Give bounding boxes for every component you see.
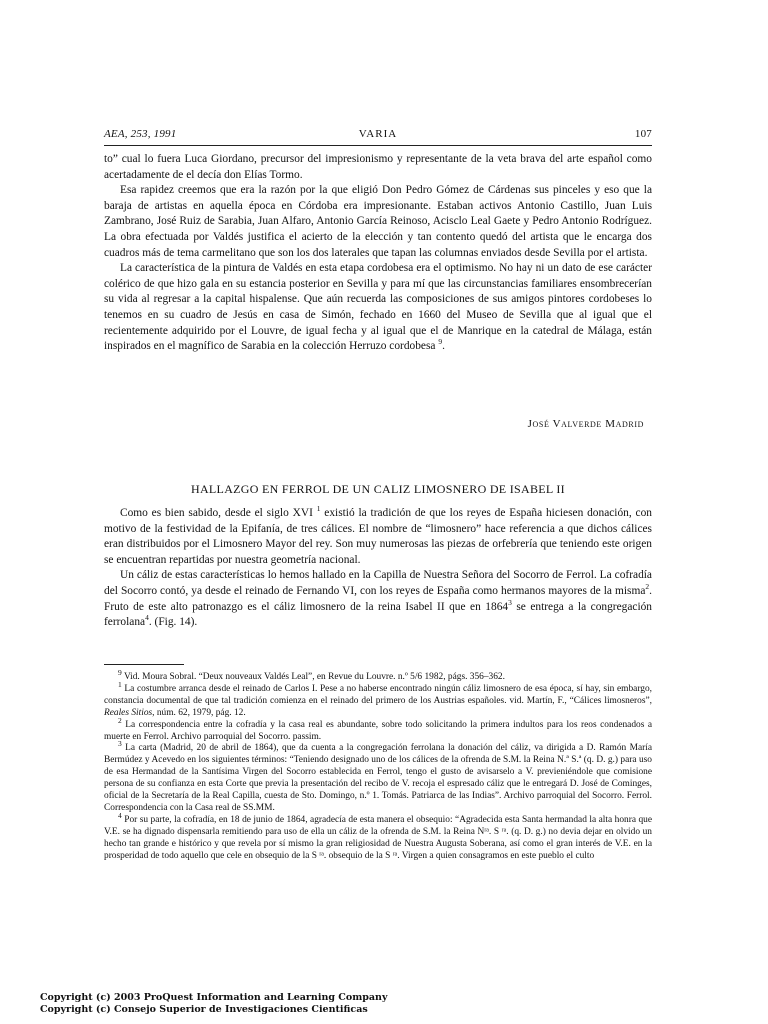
footnote-number: 1 — [118, 679, 122, 689]
section-name: VARIA — [358, 128, 398, 140]
footnote-journal: Reales Sitios — [104, 707, 153, 718]
footnote — [104, 715, 653, 744]
footnote-ref: 2 — [645, 582, 650, 592]
paragraph-text: . Fruto de este alto patronazgo es el cáliz limosnero de la reina Isabel II que en 1864 — [104, 584, 652, 613]
paragraph-text: . (Fig. 14). — [148, 616, 198, 629]
footnote-ref: 3 — [508, 597, 512, 607]
paragraph-text: existió la tradición de que los reyes de España hiciesen donación, con motivo de la festividad de la Epifanía, de tres cálices. El nombre de “limosnero” hace referencia a que dichos cálices eran distribuidos por el Limosnero Mayor del rey. Son muy numerosas las piezas de orfebrería que teniendo este origen se encuentran repartidas por nuestra geometría nacional. — [104, 507, 652, 566]
footnote-text: La costumbre arranca desde el reinado de Carlos I. Pese a no haberse encontrado ningún cáliz limosnero de esa época, sí hay, sin embargo, constancia documental de que tal tradición comienza en el reinado del primero de los Austrias españoles. vid. Martín, F., “Cálices limosneros”, — [104, 683, 652, 706]
footnote-text: Por su parte, la cofradía, en 18 de junio de 1864, agradecía de esta manera el obsequio: “Agradecida esta Santa hermandad la alta honra que V.E. se ha dignado dispensarla remitiendo para uso de ella un cáliz de la ofrenda de S.M. la Reina Nʳᵃ. S ʳᵃ. (q. D. g.) no devia dejar en olvido un hecho tan grande e histórico y que revela por sí mismo la gran religiosidad de Nuestra Augusta Soberana, así como el gran interés de V.E. en la prosperidad de todo aquello que cele en obsequio de la S ʳᵃ. obsequio de la S ʳᵃ. Virgen a quien consagramos en este pueblo el culto — [104, 814, 652, 861]
copyright-line: Copyright (c) Consejo Superior de Investigaciones Cientificas — [40, 1004, 368, 1015]
paragraph: La característica de la pintura de Valdés en esta etapa cordobesa era el optimismo. No hay ni un dato de ese carácter colérico de que hizo gala en su estancia posterior en Sevilla y para mí que las circunstancias familiares ensombrecerían su vida al regresar a la capital hispalense. Que aún recuerda las composiciones de sus amigos pintores cordobeses lo tenemos en su cuadro de Jesús en casa de Simón, fechado en 1660 del Museo de Sevilla que al igual que el recientemente adquirido por el Louvre, de igual fecha y al igual que el de Manrique en la catedral de Málaga, están inspirados en el magnífico de Sarabia en la colección Herruzo cordobesa $^9$. — [104, 262, 652, 353]
footnote — [104, 739, 652, 814]
footnote-ref: 4 — [145, 613, 149, 623]
footnote-ref: 1 — [316, 504, 321, 514]
paragraph-text: Como es bien sabido, desde el siglo XVI — [120, 507, 313, 519]
author-signature: José Valverde Madrid — [527, 418, 644, 430]
footnote-number: 9 — [118, 667, 122, 677]
footnote-text: La correspondencia entre la cofradía y la casa real es abundante, sobre todo solicitando la primera indultos para los reos condenados a muerte en Ferrol. Archivo parroquial del Socorro. passim. — [104, 719, 653, 742]
footnote-number: 4 — [118, 810, 122, 820]
footnotes — [104, 667, 653, 863]
header-rule — [104, 145, 652, 146]
footnote-text: , núm. 62, 1979, pág. 12. — [152, 707, 246, 718]
paragraph-text: Un cáliz de estas características lo hemos hallado en la Capilla de Nuestra Señora del Socorro de Ferrol. La cofradía del Socorro contó, ya desde el reinado de Fernando VI, con los reyes de España como hermanos mayores de la misma — [104, 569, 652, 597]
footnote-text: La carta (Madrid, 20 de abril de 1864), que da cuenta a la congregación ferrolana la donación del cáliz, va dirigida a D. Ramón María Bermúdez y Acevedo en los siguientes términos: “Teniendo designado uno de los cálices de la ofrenda de S.M. la Reina N.ª S.ª (q. D. g.) para uso de esa Hermandad de la Santísima Virgen del Socorro establecida en Ferrol, tengo el gusto de avisarselo a V. previeniéndole que comisione persona de su confianza en esta Corte que previa la presentación del recibo de V. recoja el espresado cáliz que le entregará D. José de Cominges, oficial de la Secretaría de la Real Capilla, cuesta de Sto. Domingo, n.º 1. Tomás. Patriarca de las Indias”. Archivo parroquial del Socorro. Ferrol. Correspondencia con la Casa real de SS.MM. — [104, 743, 652, 813]
footnote-number: 2 — [118, 715, 122, 725]
paragraph-text: se entrega a la congregación ferrolana — [104, 600, 652, 629]
footnote — [104, 667, 652, 684]
copyright-notice — [40, 992, 387, 1016]
article2-body — [104, 506, 652, 631]
paragraph: Esa rapidez creemos que era la razón por la que eligió Don Pedro Gómez de Cárdenas sus pinceles y eso que la baraja de artistas en aquella época en Córdoba era impresionante. Estaban activos Antonio Castillo, Juan Luis Zambrano, José Ruiz de Sarabia, Juan Alfaro, Antonio García Reinoso, Acisclo Leal Gaete y Pedro Antonio Rodríguez. La obra efectuada por Valdés justifica el acierto de la elección y tan contento quedó del artista que le encarga dos cuadros más de tema carmelitano que son los dos laterales que tapan las columnas enviados desde Sevilla por el artista. — [104, 184, 652, 259]
paragraph — [104, 506, 652, 568]
footnote — [104, 810, 652, 863]
footnote-ref: 9 — [438, 337, 443, 347]
footnote-number: 3 — [118, 739, 122, 749]
article-title: HALLAZGO EN FERROL DE UN CALIZ LIMOSNERO DE ISABEL II — [191, 482, 565, 496]
copyright-line: Copyright (c) 2003 ProQuest Information and Learning Company — [40, 992, 388, 1003]
paragraph-text: La característica de la pintura de Valdés en esta etapa cordobesa era el optimismo. No hay ni un dato de ese carácter colérico de que hizo gala en su estancia posterior en Sevilla y para mí que las circunstancias familiares ensombrecerían su vida al regresar a la capital hispalense. Que aún recuerda las composiciones de sus amigos pintores cordobeses lo tenemos en su cuadro de Jesús en casa de Simón, fechado en 1660 del Museo de Sevilla que al igual que el recientemente adquirido por el Louvre, de igual fecha y al igual que el de Manrique en la catedral de Málaga, están inspirados en el magnífico de Sarabia en la colección Herruzo cordobesa — [104, 262, 652, 353]
article1-body — [104, 152, 652, 355]
footnote — [104, 679, 652, 720]
page-number: 107 — [634, 128, 652, 140]
footnote-rule — [104, 664, 184, 665]
journal-citation: AEA, 253, 1991 — [104, 128, 177, 140]
paragraph: to” cual lo fuera Luca Giordano, precursor del impresionismo y representante de la veta brava del arte español como acertadamente de el decía don Elías Tormo. — [104, 153, 652, 181]
footnote-text: Vid. Moura Sobral. “Deux nouveaux Valdés Leal”, en Revue du Louvre. n.º 5/6 1982, págs. 356–362. — [123, 672, 505, 682]
paragraph — [104, 568, 652, 630]
running-head — [104, 128, 652, 144]
